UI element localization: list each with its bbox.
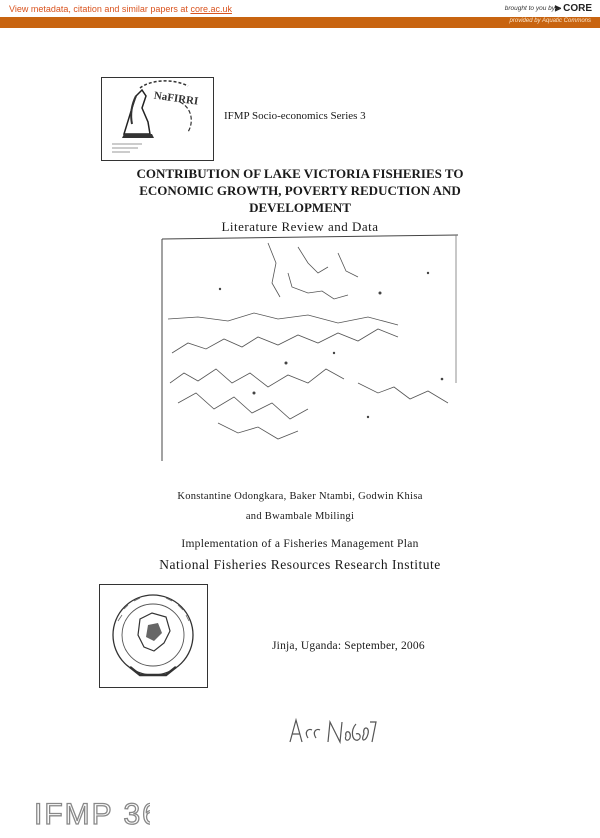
core-provider-strip: [0, 17, 600, 28]
core-banner: [0, 0, 600, 28]
document-subtitle: Literature Review and Data: [221, 219, 379, 234]
core-logo[interactable]: [555, 2, 592, 15]
ifmp-stamp: [32, 790, 150, 832]
authors-line: Konstantine Odongkara, Baker Ntambi, Godwin Khisa: [177, 491, 423, 502]
nafirri-logo-icon: [102, 78, 213, 160]
handwritten-accession-note: [286, 712, 378, 748]
authors: [140, 487, 460, 527]
title-line: CONTRIBUTION OF LAKE VICTORIA FISHERIES TO: [136, 166, 464, 181]
brought-to-you-label: brought to you by: [504, 5, 555, 12]
stamp-drawing: [32, 790, 150, 832]
core-logo-text: CORE: [563, 3, 592, 14]
core-banner-top: [0, 0, 600, 17]
place-and-date: Jinja, Uganda: September, 2006: [272, 640, 425, 652]
series-label: IFMP Socio-economics Series 3: [224, 110, 366, 122]
svg-text:IFMP 36: IFMP 36: [34, 798, 150, 831]
core-metadata-link[interactable]: View metadata, citation and similar papers at core.ac.uk: [9, 4, 232, 14]
project-name: Implementation of a Fisheries Management Plan: [181, 538, 419, 550]
title-line: DEVELOPMENT: [249, 200, 351, 215]
provided-by-label: provided by Aquatic Commons: [509, 18, 591, 24]
organization-seal: [99, 584, 208, 688]
svg-text:NaFIRRI: NaFIRRI: [153, 89, 199, 108]
authors-line: and Bwambale Mbilingi: [245, 511, 355, 522]
map-drawing: [158, 233, 458, 463]
nafirri-logo: [101, 77, 214, 161]
title-line: ECONOMIC GROWTH, POVERTY REDUCTION AND: [139, 183, 461, 198]
core-logo-icon: ⫸: [554, 2, 562, 14]
handwriting-drawing: [286, 712, 378, 748]
lake-victoria-map-image: [158, 233, 458, 463]
institute-name: National Fisheries Resources Research Institute: [159, 557, 441, 572]
document-title: [100, 165, 500, 216]
seal-icon: [100, 585, 207, 687]
